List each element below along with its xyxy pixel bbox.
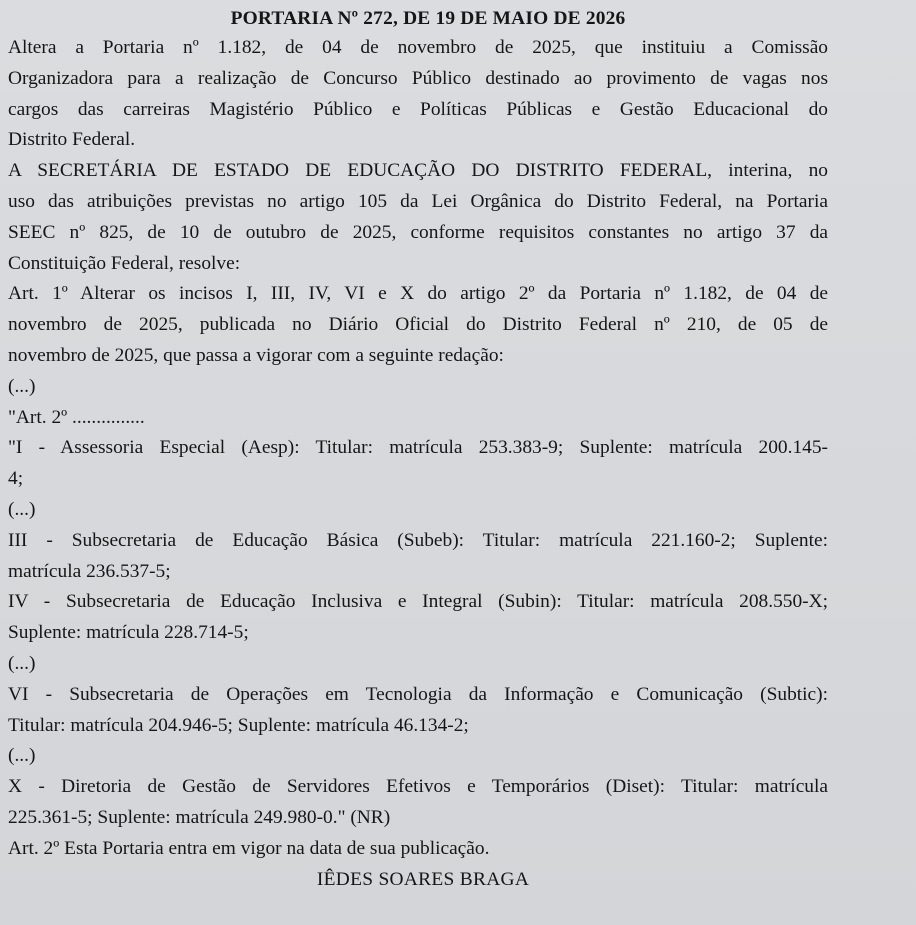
text-line: III - Subsecretaria de Educação Básica (Subeb): Titular: matrícula 221.160-2; Suplente: <box>8 529 828 551</box>
text-line: Art. 1º Alterar os incisos I, III, IV, VI e X do artigo 2º da Portaria nº 1.182, de 04 de <box>8 283 828 305</box>
text-line: Titular: matrícula 204.946-5; Suplente: matrícula 46.134-2; <box>8 714 469 736</box>
text-line: Constituição Federal, resolve: <box>8 252 241 274</box>
text-line: "I - Assessoria Especial (Aesp): Titular: matrícula 253.383-9; Suplente: matrícula 200.145- <box>8 437 828 459</box>
text-line: SEEC nº 825, de 10 de outubro de 2025, conforme requisitos constantes no artigo 37 da <box>8 221 828 243</box>
text-line: Art. 2º Esta Portaria entra em vigor na data de sua publicação. <box>8 837 490 859</box>
paragraph <box>8 587 828 649</box>
paragraph <box>8 772 828 834</box>
text-line: Organizadora para a realização de Concurso Público destinado ao provimento de vagas nos <box>8 67 828 89</box>
text-line: (...) <box>8 375 36 397</box>
paragraph <box>8 279 828 371</box>
text-line: Altera a Portaria nº 1.182, de 04 de novembro de 2025, que instituiu a Comissão <box>8 37 828 58</box>
text-line: Distrito Federal. <box>8 129 136 151</box>
paragraph <box>8 403 828 434</box>
text-line: matrícula 236.537-5; <box>8 560 171 582</box>
paragraph <box>8 741 828 772</box>
text-line: Suplente: matrícula 228.714-5; <box>8 622 249 644</box>
text-line: VI - Subsecretaria de Operações em Tecnologia da Informação e Comunicação (Subtic): <box>8 683 828 705</box>
text-line: (...) <box>8 652 36 674</box>
paragraph <box>8 526 828 588</box>
paragraph <box>8 834 828 865</box>
text-line: "Art. 2º ............... <box>8 406 145 428</box>
paragraph <box>8 433 828 495</box>
text-line: A SECRETÁRIA DE ESTADO DE EDUCAÇÃO DO DISTRITO FEDERAL, interina, no <box>8 160 828 182</box>
text-line: IV - Subsecretaria de Educação Inclusiva e Integral (Subin): Titular: matrícula 208.550-X; <box>8 591 828 613</box>
text-line: (...) <box>8 745 36 767</box>
document-title: PORTARIA Nº 272, DE 19 DE MAIO DE 2026 <box>230 8 626 29</box>
text-line: cargos das carreiras Magistério Público e Políticas Públicas e Gestão Educacional do <box>8 98 828 120</box>
text-line: (...) <box>8 498 36 520</box>
text-line: uso das atribuições previstas no artigo 105 da Lei Orgânica do Distrito Federal, na Portaria <box>8 190 828 212</box>
text-line: novembro de 2025, que passa a vigorar com a seguinte redação: <box>8 344 504 366</box>
text-line: 225.361-5; Suplente: matrícula 249.980-0." (NR) <box>8 806 391 828</box>
signature-name: IÊDES SOARES BRAGA <box>316 868 530 890</box>
paragraph <box>8 680 828 742</box>
paragraph <box>8 33 828 156</box>
paragraph <box>8 372 828 403</box>
document-body <box>8 33 828 865</box>
paragraph <box>8 495 828 526</box>
paragraph <box>8 649 828 680</box>
text-line: X - Diretoria de Gestão de Servidores Efetivos e Temporários (Diset): Titular: matrícula <box>8 776 828 798</box>
text-line: 4; <box>8 468 24 490</box>
text-line: novembro de 2025, publicada no Diário Oficial do Distrito Federal nº 210, de 05 de <box>8 314 828 336</box>
paragraph <box>8 156 828 279</box>
